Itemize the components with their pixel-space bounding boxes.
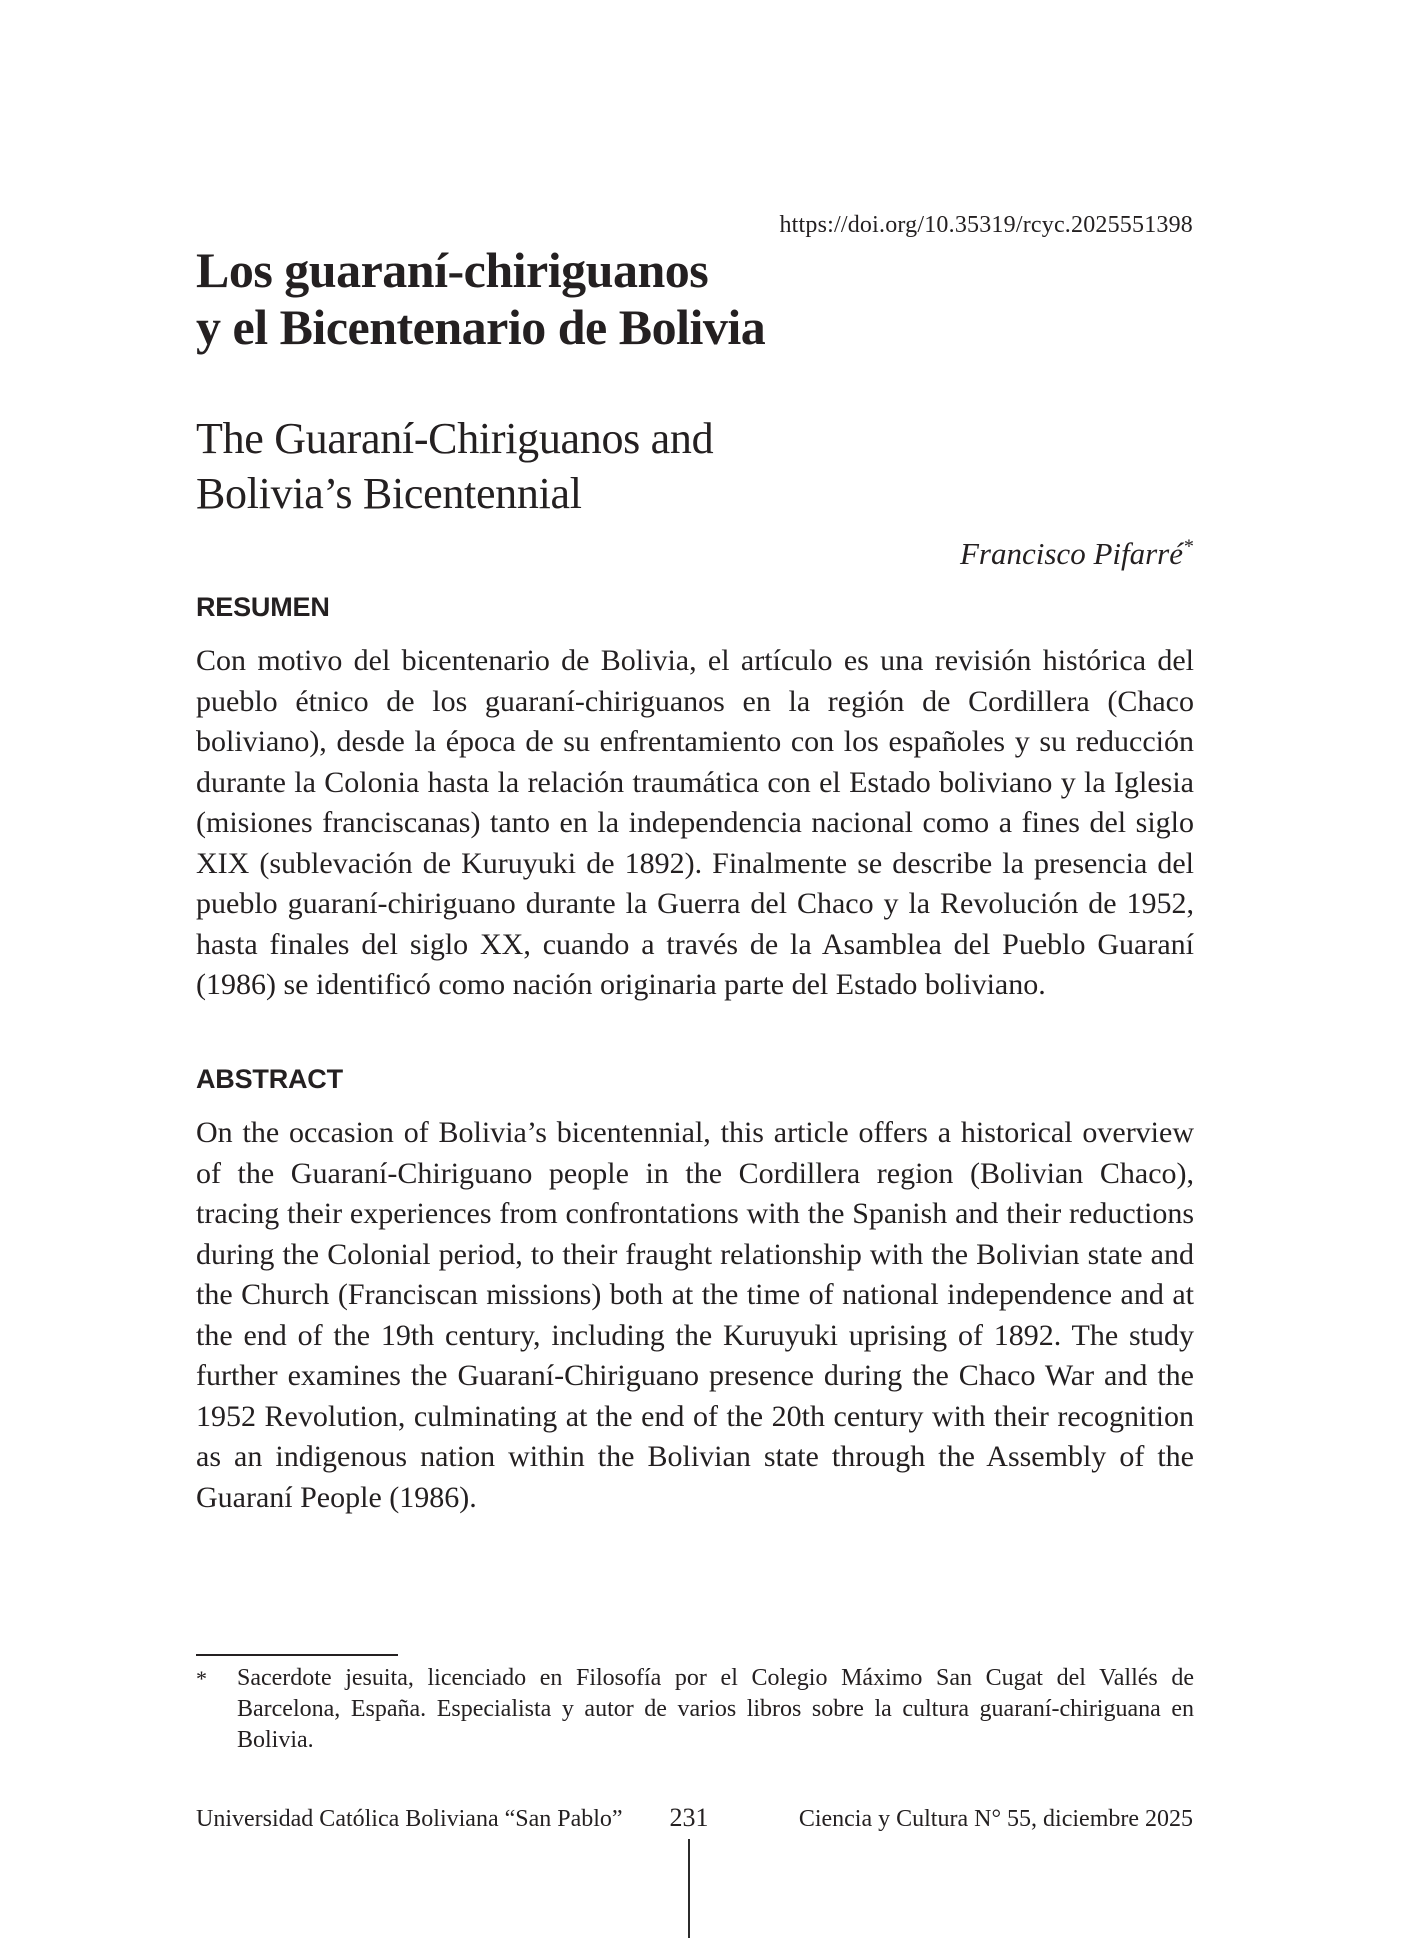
author-byline xyxy=(960,536,1193,572)
author-footnote-marker: * xyxy=(1183,535,1193,558)
abstract-heading: ABSTRACT xyxy=(196,1064,343,1094)
title-line-1: Los guaraní-chiriguanos xyxy=(196,242,709,298)
resumen-heading: RESUMEN xyxy=(196,592,330,622)
subtitle-line-2: Bolivia’s Bicentennial xyxy=(196,469,582,518)
footnote-marker: * xyxy=(196,1666,207,1691)
title-line-2: y el Bicentenario de Bolivia xyxy=(196,299,766,355)
article-title-spanish xyxy=(196,242,765,356)
page-number: 231 xyxy=(669,1803,709,1832)
footnote-divider xyxy=(196,1654,398,1656)
doi-link[interactable]: https://doi.org/10.35319/rcyc.2025551398 xyxy=(779,212,1193,238)
footnote-text: Sacerdote jesuita, licenciado en Filosofía por el Colegio Máximo San Cugat del Vallés de Barcelona, España. Especialista y autor de varios libros sobre la cultura guaraní-chiriguana en Bolivia. xyxy=(237,1665,1194,1753)
article-title-english xyxy=(196,411,713,521)
footnote xyxy=(196,1663,1194,1756)
abstract-paragraph: On the occasion of Bolivia’s bicentennial, this article offers a historical overview of the Guaraní-Chiriguano people in the Cordillera region (Bolivian Chaco), tracing their experiences from confrontations with the Spanish and their reductions during the Colonial period, to their fraught relationship with the Bolivian state and the Church (Franciscan missions) both at the time of national independence and at the end of the 19th century, including the Kuruyuki uprising of 1892. The study further examines the Guaraní-Chiriguano presence during the Chaco War and the 1952 Revolution, culminating at the end of the 20th century with their recognition as an indigenous nation within the Bolivian state through the Assembly of the Guaraní People (1986). xyxy=(196,1116,1194,1514)
footer-institution: Universidad Católica Boliviana “San Pablo” xyxy=(196,1806,623,1832)
page-gutter-line xyxy=(688,1839,690,1938)
author-name: Francisco Pifarré xyxy=(960,536,1183,571)
footer-journal-issue: Ciencia y Cultura N° 55, diciembre 2025 xyxy=(798,1806,1193,1832)
resumen-paragraph: Con motivo del bicentenario de Bolivia, el artículo es una revisión histórica del pueblo étnico de los guaraní-chiriguanos en la región de Cordillera (Chaco boliviano), desde la época de su enfrentamiento con los españoles y su reducción durante la Colonia hasta la relación traumática con el Estado boliviano y la Iglesia (misiones franciscanas) tanto en la independencia nacional como a fines del siglo XIX (sublevación de Kuruyuki de 1892). Finalmente se describe la presencia del pueblo guaraní-chiriguano durante la Guerra del Chaco y la Revolución de 1952, hasta finales del siglo XX, cuando a través de la Asamblea del Pueblo Guaraní (1986) se identificó como nación originaria parte del Estado boliviano. xyxy=(196,644,1194,1001)
subtitle-line-1: The Guaraní-Chiriguanos and xyxy=(196,414,714,463)
